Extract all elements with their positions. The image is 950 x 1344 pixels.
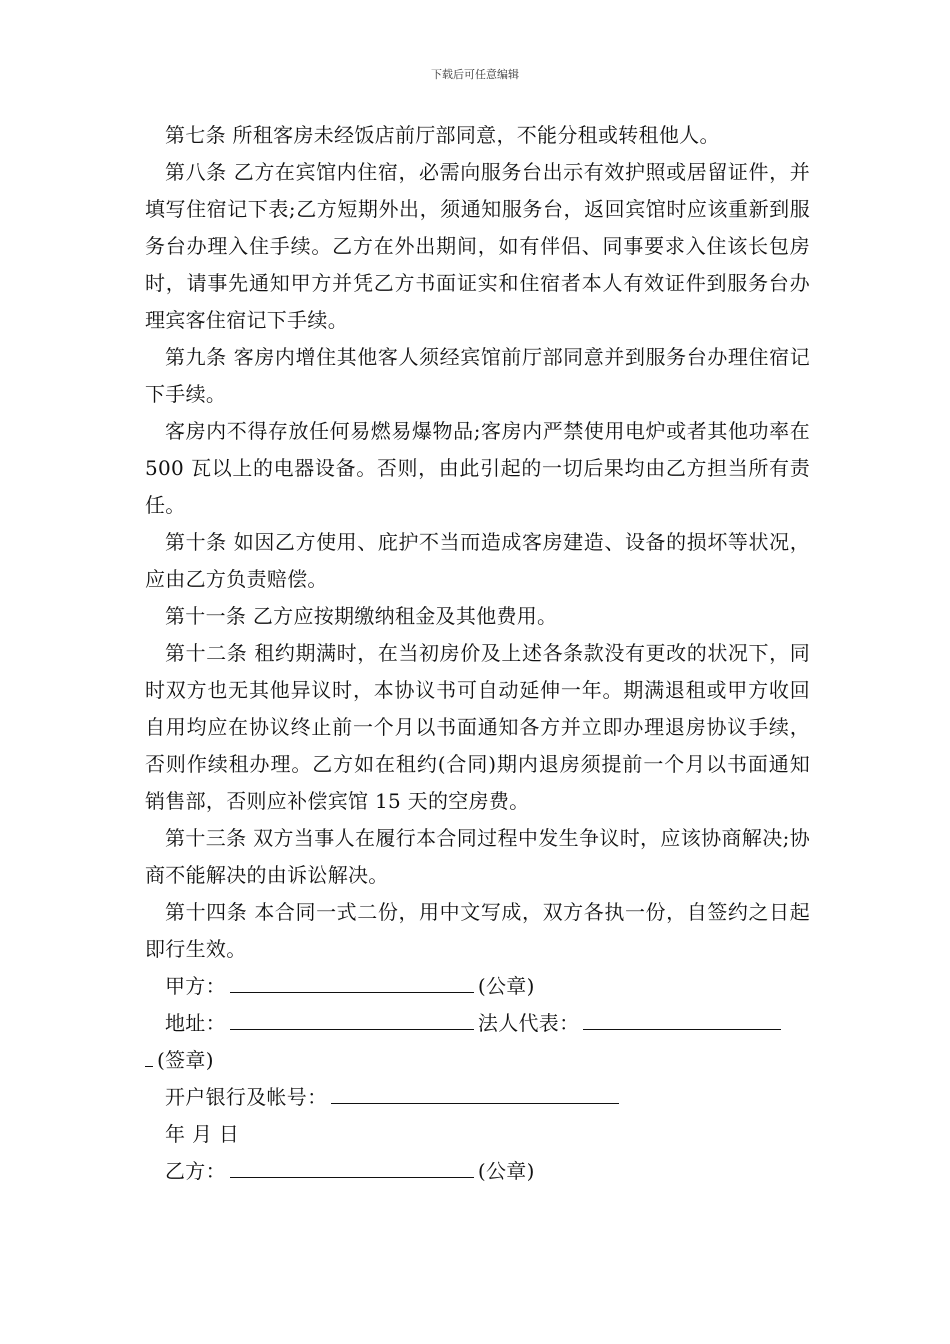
contract-body [145, 117, 810, 1190]
party-a-blank[interactable] [230, 974, 474, 993]
article-8: 第八条 乙方在宾馆内住宿，必需向服务台出示有效护照或居留证件，并填写住宿记下表;乙方短期外出，须通知服务台，返回宾馆时应该重新到服务台办理入住手续。乙方在外出期间，如有伴侣、同事要求入住该长包房时，请事先通知甲方并凭乙方书面证实和住宿者本人有效证件到服务台办理宾客住宿记下手续。 [145, 160, 810, 332]
party-b-line [145, 1153, 810, 1190]
sign-line [145, 1042, 810, 1079]
date-line: 年 月 日 [165, 1122, 240, 1146]
party-a-label: 甲方： [165, 974, 226, 998]
article-7: 第七条 所租客房未经饭店前厅部同意，不能分租或转租他人。 [165, 123, 720, 147]
party-a-line [145, 968, 810, 1005]
party-a-seal-label: (公章) [477, 974, 535, 998]
address-blank[interactable] [230, 1011, 474, 1030]
article-9-continued: 客房内不得存放任何易燃易爆物品;客房内严禁使用电炉或者其他功率在 500 瓦以上的电器设备。否则，由此引起的一切后果均由乙方担当所有责任。 [145, 419, 810, 517]
article-13: 第十三条 双方当事人在履行本合同过程中发生争议时，应该协商解决;协商不能解决的由诉讼解决。 [145, 826, 810, 887]
bank-blank[interactable] [331, 1085, 619, 1104]
legal-rep-label: 法人代表： [477, 1011, 580, 1035]
party-b-seal-label: (公章) [477, 1159, 535, 1183]
address-line [145, 1005, 810, 1042]
party-b-label: 乙方： [165, 1159, 226, 1183]
sign-label: (签章) [157, 1048, 214, 1072]
legal-rep-blank[interactable] [583, 1011, 781, 1030]
party-b-blank[interactable] [230, 1159, 474, 1178]
article-11: 第十一条 乙方应按期缴纳租金及其他费用。 [165, 604, 558, 628]
bank-line [145, 1079, 810, 1116]
article-12: 第十二条 租约期满时，在当初房价及上述各条款没有更改的状况下，同时双方也无其他异议时，本协议书可自动延伸一年。期满退租或甲方收回自用均应在协议终止前一个月以书面通知各方并立即办理退房协议手续，否则作续租办理。乙方如在租约(合同)期内退房须提前一个月以书面通知销售部，否则应补偿宾馆 15 天的空房费。 [145, 641, 810, 813]
bank-label: 开户银行及帐号： [165, 1085, 328, 1109]
article-9: 第九条 客房内增住其他客人须经宾馆前厅部同意并到服务台办理住宿记下手续。 [145, 345, 810, 406]
header-note: 下载后可任意编辑 [431, 68, 519, 81]
address-label: 地址： [165, 1011, 226, 1035]
legal-rep-blank-continued [145, 1048, 153, 1067]
article-10: 第十条 如因乙方使用、庇护不当而造成客房建造、设备的损坏等状况，应由乙方负责赔偿。 [145, 530, 810, 591]
article-14: 第十四条 本合同一式二份，用中文写成，双方各执一份，自签约之日起即行生效。 [145, 900, 810, 961]
